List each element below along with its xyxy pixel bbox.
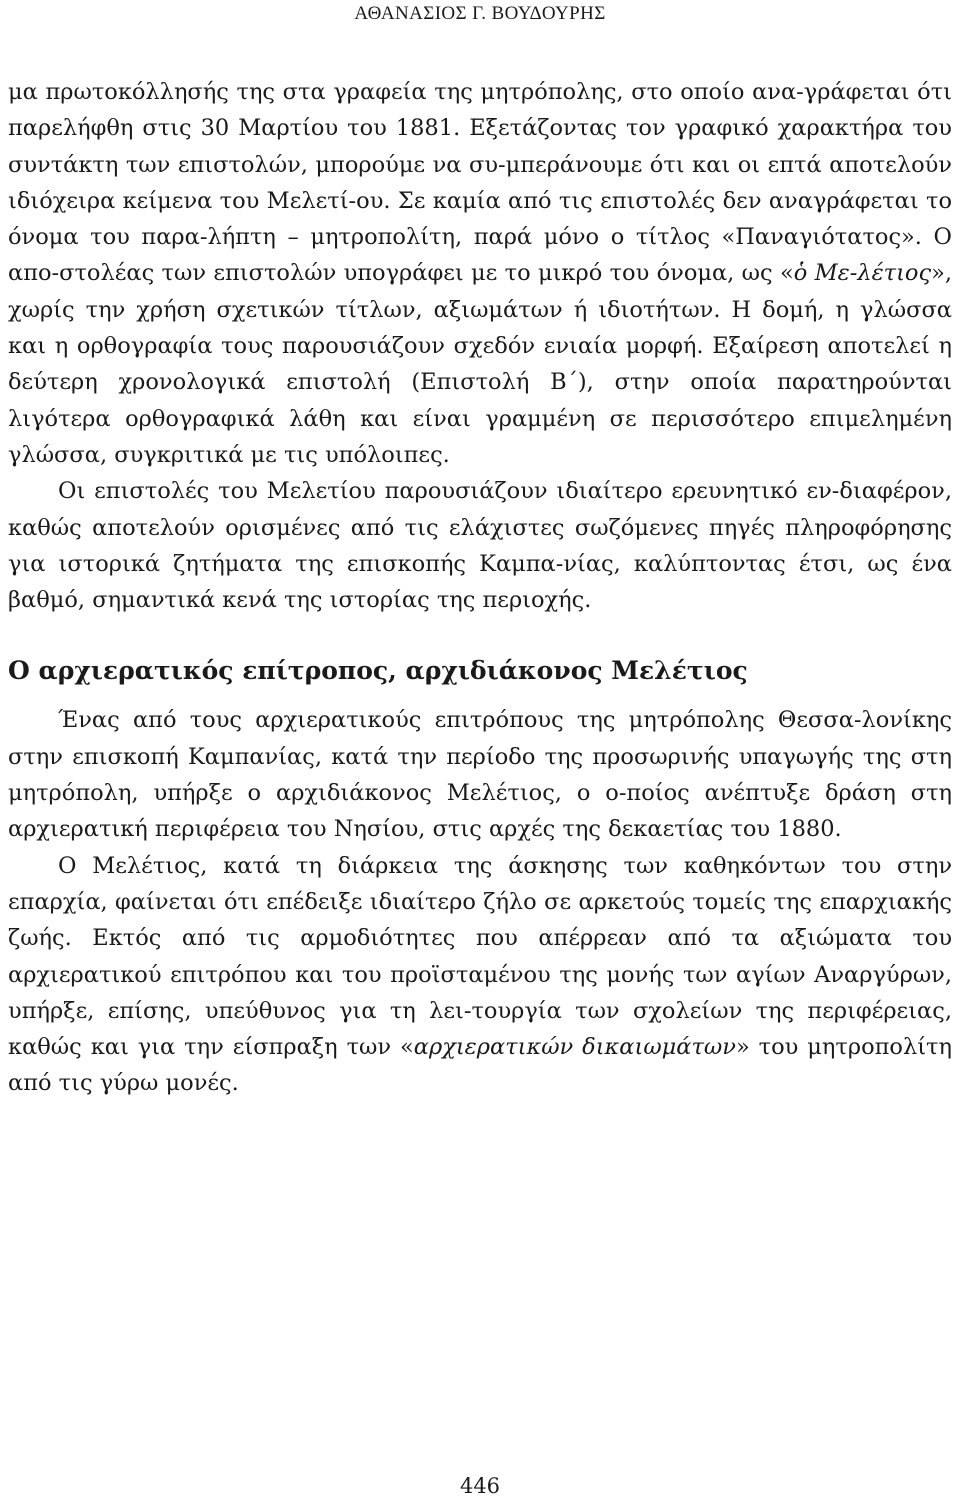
paragraph-1-italic-signature: ὁ Με-λέτιος [793, 260, 932, 287]
paragraph-3: Ένας από τους αρχιερατικούς επιτρόπους της μητρόπολης Θεσσα-λονίκης στην επισκοπή Καμπανίας, κατά την περίοδο της προσωρινής υπαγωγής της στη μητρόπολη, υπήρξε ο αρχιδιάκονος Μελέτιος, ο ο-ποίος ανέπτυξε δράση στη αρχιερατική περιφέρεια του Νησίου, στις αρχές της δεκαετίας του 1880. [8, 707, 952, 843]
paragraph-4 [8, 848, 952, 1102]
paragraph-1 [8, 74, 952, 473]
section-heading: Ο αρχιερατικός επίτροπος, αρχιδιάκονος Μελέτιος [8, 656, 748, 686]
running-header: ΑΘΑΝΑΣΙΟΣ Γ. ΒΟΥΔΟΥΡΗΣ [354, 3, 606, 24]
paragraph-1-text-a: μα πρωτοκόλλησής της στα γραφεία της μητρόπολης, στο οποίο ανα-γράφεται ότι παρελήφθη στις 30 Μαρτίου του 1881. Εξετάζοντας τον γραφικό χαρακτήρα του συντάκτη των επιστολών, μπορούμε να συ-μπεράνουμε ότι και οι επτά αποτελούν ιδιόχειρα κείμενα του Μελετί-ου. Σε καμία από τις επιστολές δεν αναγράφεται το όνομα του παρα-λήπτη – μητροπολίτη, παρά μόνο ο τίτλος «Παναγιότατος». Ο απο-στολέας των επιστολών υπογράφει με το μικρό του όνομα, ως « [8, 79, 952, 287]
page-number: 446 [459, 1474, 501, 1498]
paragraph-1-text-c: », χωρίς την χρήση σχετικών τίτλων, αξιωμάτων ή ιδιοτήτων. Η δομή, η γλώσσα και η ορθογραφία τους παρουσιάζουν σχεδόν ενιαία μορφή. Εξαίρεση αποτελεί η δεύτερη χρονολογικά επιστολή (Επιστολή Β΄), στην οποία παρατηρούνται λιγότερα ορθογραφικά λάθη και είναι γραμμένη σε περισσότερο επιμελημένη γλώσσα, συγκριτικά με τις υπόλοιπες. [8, 260, 952, 468]
paragraph-2: Οι επιστολές του Μελετίου παρουσιάζουν ιδιαίτερο ερευνητικό εν-διαφέρον, καθώς αποτελούν ορισμένες από τις ελάχιστες σωζόμενες πηγές πληροφόρησης για ιστορικά ζητήματα της επισκοπής Καμπα-νίας, καλύπτοντας έτσι, ως ένα βαθμό, σημαντικά κενά της ιστορίας της περιοχής. [8, 478, 952, 614]
paragraph-4-text-c: » του μητροπολίτη από τις γύρω μονές. [8, 1034, 952, 1097]
paragraph-4-text-a: Ο Μελέτιος, κατά τη διάρκεια της άσκησης των καθηκόντων του στην επαρχία, φαίνεται ότι επέδειξε ιδιαίτερο ζήλο σε αρκετούς τομείς της επαρχιακής ζωής. Εκτός από τις αρμοδιότητες που απέρρεαν από τα αξιώματα του αρχιερατικού επιτρόπου και του προϊσταμένου της μονής των αγίων Αναργύρων, υπήρξε, επίσης, υπεύθυνος για τη λει-τουργία των σχολείων της περιφέρειας, καθώς και για την είσπραξη των « [8, 852, 952, 1061]
page-content [8, 74, 952, 1102]
paragraph-4-italic-term: αρχιερατικών δικαιωμάτων [413, 1034, 736, 1061]
